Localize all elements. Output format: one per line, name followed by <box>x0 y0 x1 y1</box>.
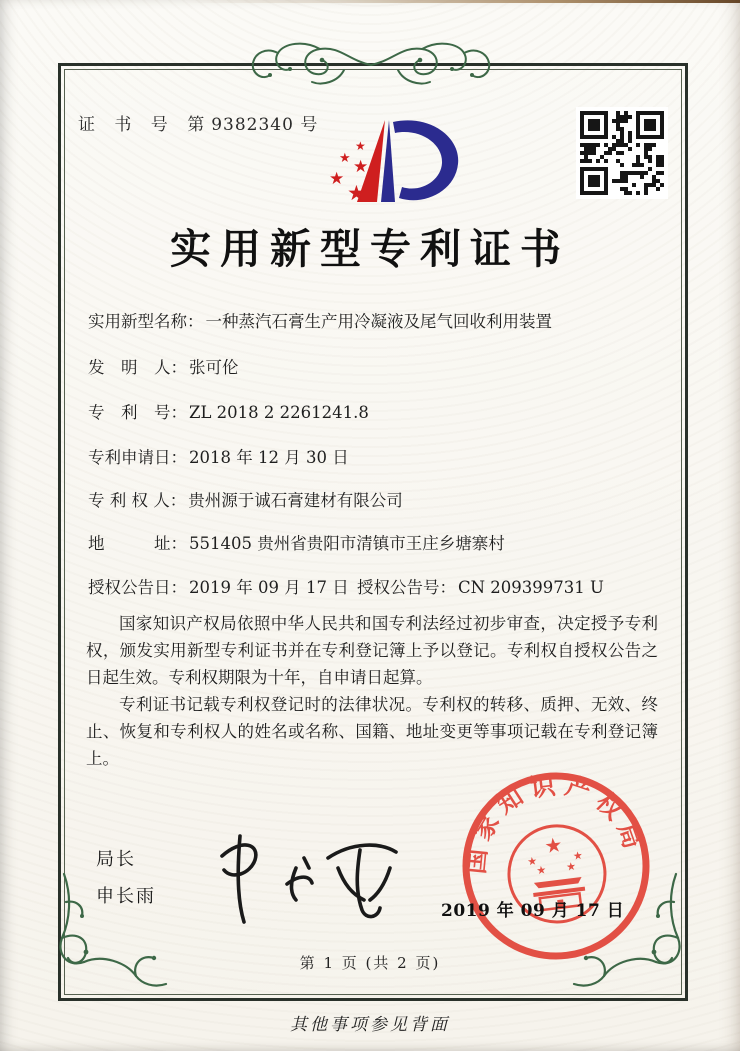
field-label: 实用新型名称： <box>88 312 204 331</box>
field-patent-number <box>88 399 369 423</box>
svg-text:★: ★ <box>355 139 366 153</box>
svg-text:★: ★ <box>572 848 584 863</box>
field-value: ZL 2018 2 2261241.8 <box>189 403 369 422</box>
seal-agency-text: 国家知识产权局 <box>460 770 650 876</box>
certificate-title: 实用新型专利证书 <box>170 225 570 273</box>
page-number: 第 1 页 (共 2 页) <box>299 954 441 972</box>
logo-stars <box>329 139 368 205</box>
svg-text:★: ★ <box>535 863 548 878</box>
svg-text:★: ★ <box>353 157 369 177</box>
logo-p-bowl <box>393 120 458 200</box>
field-grant-number <box>357 574 604 598</box>
field-address <box>88 530 505 554</box>
svg-text:★: ★ <box>339 151 351 166</box>
field-label: 授权公告号： <box>357 578 456 597</box>
svg-text:★: ★ <box>347 181 366 205</box>
legal-text-block <box>86 610 658 772</box>
field-patentee <box>88 487 403 511</box>
svg-text:★: ★ <box>526 854 538 869</box>
certificate-number-suffix: 号 <box>300 115 319 135</box>
certificate-number-prefix: 证 书 号 第 <box>78 115 212 135</box>
officer-name: 申长雨 <box>96 886 156 907</box>
field-value: 2018 年 12 月 30 日 <box>189 448 349 467</box>
field-label: 专 利 权 人： <box>88 491 187 510</box>
svg-text:国家知识产权局 <box>458 770 651 879</box>
field-value: 一种蒸汽石膏生产用冷凝液及尾气回收利用装置 <box>205 312 552 331</box>
back-side-note: 其他事项参见背面 <box>290 1015 450 1035</box>
legal-paragraph-2: 专利证书记载专利权登记时的法律状况。专利权的转移、质押、无效、终止、恢复和专利权人的姓名或名称、国籍、地址变更等事项记载在专利登记簿上。 <box>86 695 658 768</box>
svg-text:★: ★ <box>565 859 577 874</box>
field-value: 贵州源于诚石膏建材有限公司 <box>188 491 403 510</box>
field-label: 专 利 号： <box>88 403 187 422</box>
field-label: 专利申请日： <box>88 448 187 467</box>
certificate-number-value: 9382340 <box>211 115 294 135</box>
field-label: 地 址： <box>88 534 187 553</box>
svg-text:★: ★ <box>329 169 345 189</box>
officer-signature <box>192 826 412 926</box>
field-value: 2019 年 09 月 17 日 <box>189 578 349 597</box>
field-value: 张可伦 <box>189 358 239 377</box>
field-utility-model-name <box>88 308 552 332</box>
certificate-number <box>78 110 318 135</box>
field-label: 发 明 人： <box>88 358 187 377</box>
field-label: 授权公告日： <box>88 578 187 597</box>
seal-date: 2019 年 09 月 17 日 <box>441 901 625 921</box>
official-seal <box>458 770 654 962</box>
paper-edge <box>0 0 740 3</box>
top-flourish-ornament <box>246 40 496 90</box>
field-value: CN 209399731 U <box>458 578 604 597</box>
field-grant-row <box>88 574 604 598</box>
svg-text:★: ★ <box>543 832 564 859</box>
cnipa-logo <box>305 110 485 210</box>
officer-title: 局长 <box>96 849 136 870</box>
qr-code <box>576 107 668 199</box>
legal-paragraph-1: 国家知识产权局依照中华人民共和国专利法经过初步审查，决定授予专利权，颁发实用新型专利证书并在专利登记簿上予以登记。专利权自授权公告之日起生效。专利权期限为十年，自申请日起算。 <box>86 614 658 687</box>
field-inventor <box>88 354 239 378</box>
field-filing-date <box>88 444 349 468</box>
field-value: 551405 贵州省贵阳市清镇市王庄乡塘寨村 <box>189 534 505 553</box>
